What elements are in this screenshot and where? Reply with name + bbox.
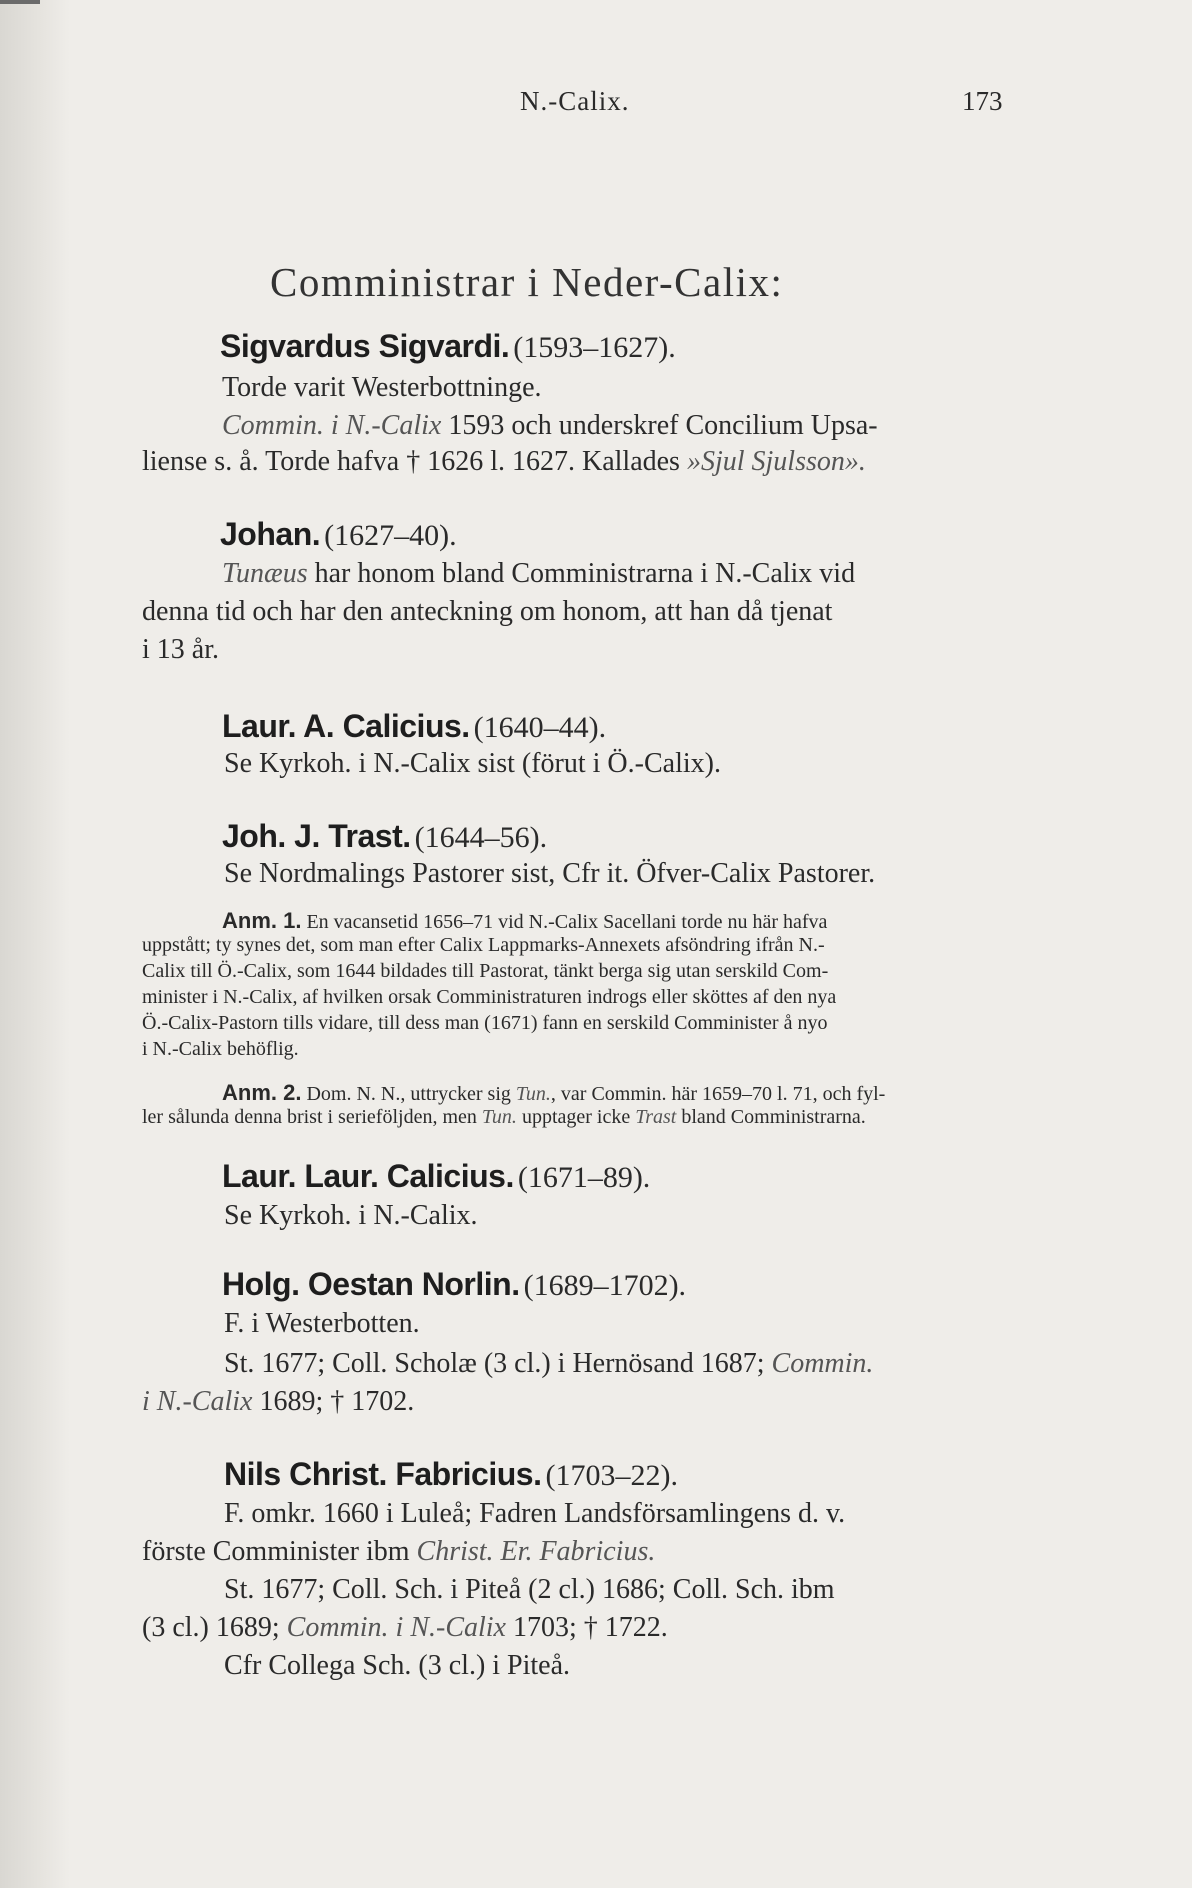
entry-text bbox=[222, 558, 855, 590]
entry-heading bbox=[222, 1158, 650, 1195]
entry-text: F. omkr. 1660 i Luleå; Fadren Landsförsamlingens d. v. bbox=[224, 1498, 846, 1529]
note-line: Ö.-Calix-Pastorn tills vidare, till dess man (1671) fann en serskild Comminister å nyo bbox=[142, 1012, 828, 1034]
entry-name: Laur. A. Calicius. bbox=[222, 708, 470, 744]
entry-heading bbox=[220, 516, 457, 553]
text-span: En vacansetid 1656–71 vid N.-Calix Sacellani torde nu här hafva bbox=[301, 911, 828, 933]
entry-text: denna tid och har den anteckning om honom, att han då tjenat bbox=[142, 596, 833, 627]
entry-text: Se Kyrkoh. i N.-Calix. bbox=[224, 1200, 478, 1231]
text-span: (3 cl.) 1689; bbox=[142, 1612, 287, 1643]
text-span: upptager icke bbox=[516, 1106, 636, 1128]
entry-dates: (1689–1702). bbox=[523, 1269, 687, 1302]
note-line: minister i N.-Calix, af hvilken orsak Comministraturen indrogs eller sköttes af den nya bbox=[142, 986, 837, 1008]
entry-text: Cfr Collega Sch. (3 cl.) i Piteå. bbox=[224, 1650, 571, 1681]
entry-dates: (1640–44). bbox=[473, 711, 607, 744]
entry-heading bbox=[220, 328, 676, 365]
entry-dates: (1593–1627). bbox=[513, 331, 676, 364]
entry-text: F. i Westerbotten. bbox=[224, 1308, 420, 1339]
italic-text: Commin. i N.-Calix bbox=[286, 1612, 506, 1643]
text-span: förste Comminister ibm bbox=[142, 1536, 417, 1567]
italic-text: Tun. bbox=[515, 1083, 551, 1105]
entry-text: St. 1677; Coll. Sch. i Piteå (2 cl.) 1686; Coll. Sch. ibm bbox=[224, 1574, 835, 1605]
entry-heading bbox=[224, 1456, 678, 1493]
entry-text bbox=[222, 410, 878, 442]
italic-text: i N.-Calix bbox=[142, 1386, 253, 1417]
entry-text: i 13 år. bbox=[142, 634, 219, 665]
entry-dates: (1671–89). bbox=[517, 1161, 651, 1194]
entry-name: Laur. Laur. Calicius. bbox=[222, 1158, 514, 1194]
text-span: 1689; † 1702. bbox=[252, 1386, 415, 1417]
text-span: 1593 och underskref Concilium Upsa- bbox=[441, 410, 878, 441]
entry-name: Joh. J. Trast. bbox=[222, 818, 411, 854]
entry-heading bbox=[222, 1266, 686, 1303]
entry-text bbox=[142, 1612, 668, 1644]
entry-name: Sigvardus Sigvardi. bbox=[220, 328, 510, 364]
text-span: bland Comministrarna. bbox=[676, 1106, 866, 1128]
text-span: , var Commin. här 1659–70 l. 71, och fyl- bbox=[550, 1083, 886, 1105]
entry-text bbox=[142, 1536, 655, 1568]
italic-text: Christ. Er. Fabricius. bbox=[416, 1536, 656, 1567]
entry-dates: (1644–56). bbox=[414, 821, 548, 854]
entry-name: Johan. bbox=[220, 516, 321, 552]
page-edge-mark bbox=[0, 0, 40, 4]
italic-text: Tunæus bbox=[222, 558, 308, 589]
note-line bbox=[222, 908, 827, 934]
entry-dates: (1703–22). bbox=[545, 1459, 678, 1492]
entry-text: Se Nordmalings Pastorer sist, Cfr it. Öfver-Calix Pastorer. bbox=[224, 858, 876, 889]
note-label: Anm. 2. bbox=[222, 1080, 302, 1105]
running-header: N.-Calix. bbox=[520, 86, 630, 116]
text-span: Dom. N. N., uttrycker sig bbox=[301, 1083, 516, 1105]
note-line: uppstått; ty synes det, som man efter Calix Lappmarks-Annexets afsöndring ifrån N.- bbox=[142, 934, 825, 956]
text-span: St. 1677; Coll. Scholæ (3 cl.) i Hernösand 1687; bbox=[224, 1348, 772, 1379]
entry-name: Holg. Oestan Norlin. bbox=[222, 1266, 520, 1302]
note-line: i N.-Calix behöflig. bbox=[142, 1038, 299, 1060]
text-span: ler sålunda denna brist i serieföljden, men bbox=[142, 1106, 482, 1128]
entry-heading bbox=[222, 818, 547, 855]
entry-name: Nils Christ. Fabricius. bbox=[224, 1456, 542, 1492]
italic-text: »Sjul Sjulsson». bbox=[686, 446, 866, 477]
entry-text bbox=[224, 1348, 873, 1380]
entry-text: Se Kyrkoh. i N.-Calix sist (förut i Ö.-Calix). bbox=[224, 748, 721, 779]
note-line bbox=[142, 1106, 866, 1129]
entry-heading bbox=[222, 708, 606, 745]
text-span: har honom bland Comministrarna i N.-Calix vid bbox=[307, 558, 856, 589]
text-span: liense s. å. Torde hafva † 1626 l. 1627. Kallades bbox=[142, 446, 687, 477]
note-line: Calix till Ö.-Calix, som 1644 bildades till Pastorat, tänkt berga sig utan serskild Com- bbox=[142, 960, 829, 982]
note-label: Anm. 1. bbox=[222, 908, 302, 933]
entry-dates: (1627–40). bbox=[324, 519, 457, 552]
italic-text: Commin. i N.-Calix bbox=[222, 410, 442, 441]
entry-text: Torde varit Westerbottninge. bbox=[222, 372, 542, 403]
entry-text bbox=[142, 446, 866, 478]
entry-text bbox=[142, 1386, 414, 1418]
page-spine-shadow bbox=[0, 0, 70, 1888]
text-span: 1703; † 1722. bbox=[505, 1612, 668, 1643]
italic-text: Tun. bbox=[481, 1106, 517, 1128]
section-title: Comministrar i Neder-Calix: bbox=[270, 259, 784, 305]
italic-text: Commin. bbox=[771, 1348, 874, 1379]
note-line bbox=[222, 1080, 885, 1106]
page-number: 173 bbox=[962, 86, 1003, 116]
italic-text: Trast bbox=[635, 1106, 677, 1128]
